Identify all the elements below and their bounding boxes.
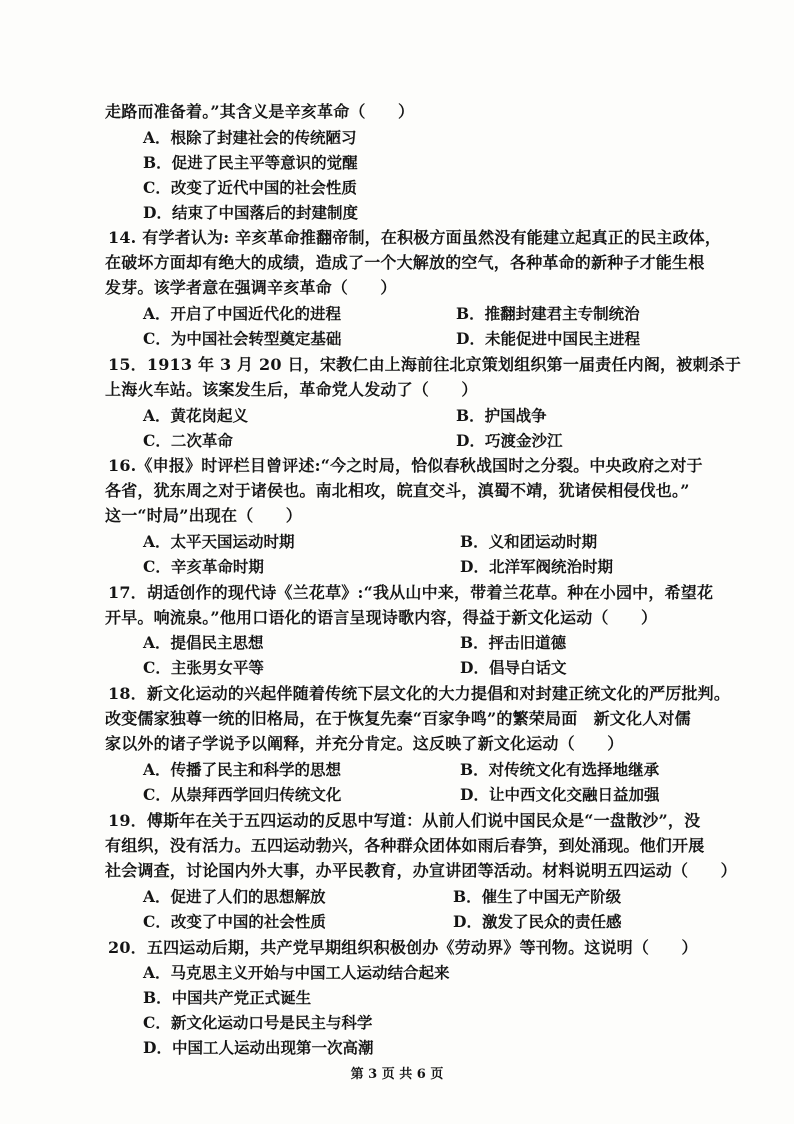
q17-line-2: 开早。响流泉。”他用口语化的语言呈现诗歌内容，得益于新文化运动（ ） — [105, 608, 658, 627]
q13-option-b[interactable]: B．促进了民主平等意识的觉醒 — [143, 153, 358, 172]
q20-option-b[interactable]: B．中国共产党正式诞生 — [143, 988, 312, 1007]
q19-line-1: 19．傅斯年在关于五四运动的反思中写道：从前人们说中国民众是“一盘散沙”，没 — [108, 811, 701, 830]
q13-option-c[interactable]: C．改变了近代中国的社会性质 — [143, 178, 357, 197]
q20-line-1: 20．五四运动后期，共产党早期组织积极创办《劳动界》等刊物。这说明（ ） — [108, 938, 698, 957]
q17-option-d[interactable]: D．倡导白话文 — [460, 658, 567, 677]
q19-line-2: 有组织，没有活力。五四运动勃兴，各种群众团体如雨后春笋，到处涌现。他们开展 — [105, 836, 705, 855]
q20-option-d[interactable]: D．中国工人运动出现第一次高潮 — [143, 1038, 374, 1057]
q16-line-2: 各省，犹东周之对于诸侯也。南北相攻，皖直交斗，滇蜀不靖，犹诸侯相侵伐也。” — [105, 481, 690, 500]
q20-option-a[interactable]: A．马克思主义开始与中国工人运动结合起来 — [143, 963, 450, 982]
q19-option-c[interactable]: C．改变了中国的社会性质 — [143, 912, 326, 931]
q16-option-a[interactable]: A．太平天国运动时期 — [143, 532, 295, 551]
q14-option-a[interactable]: A．开启了中国近代化的进程 — [143, 304, 342, 323]
q16-line-1: 16.《申报》时评栏目曾评述:“今之时局，恰似春秋战国时之分裂。中央政府之对于 — [108, 456, 703, 475]
q14-option-c[interactable]: C．为中国社会转型奠定基础 — [143, 329, 342, 348]
q16-option-c[interactable]: C．辛亥革命时期 — [143, 557, 264, 576]
q18-option-a[interactable]: A．传播了民主和科学的思想 — [143, 760, 342, 779]
q17-line-1: 17．胡适创作的现代诗《兰花草》:“我从山中来，带着兰花草。种在小园中，希望花 — [108, 583, 714, 602]
q16-option-b[interactable]: B．义和团运动时期 — [460, 532, 598, 551]
q17-option-c[interactable]: C．主张男女平等 — [143, 658, 264, 677]
q18-option-c[interactable]: C．从崇拜西学回归传统文化 — [143, 785, 342, 804]
q18-line-3: 家以外的诸子学说予以阐释，并充分肯定。这反映了新文化运动（ ） — [105, 734, 624, 753]
q19-option-d[interactable]: D．激发了民众的责任感 — [453, 912, 622, 931]
q15-line-2: 上海火车站。该案发生后，革命党人发动了（ ） — [105, 380, 478, 399]
page-footer: 第 3 页 共 6 页 — [350, 1067, 444, 1082]
q18-line-2: 改变儒家独尊一统的旧格局，在于恢复先秦“百家争鸣”的繁荣局面 新文化人对儒 — [105, 709, 691, 728]
q14-option-d[interactable]: D．未能促进中国民主进程 — [456, 329, 640, 348]
q14-line-2: 在破坏方面却有绝大的成绩，造成了一个大解放的空气，各种革命的新种子才能生根 — [105, 253, 705, 272]
q14-option-b[interactable]: B．推翻封建君主专制统治 — [456, 304, 640, 323]
q13-option-d[interactable]: D．结束了中国落后的封建制度 — [143, 203, 358, 222]
q19-option-a[interactable]: A．促进了人们的思想解放 — [143, 887, 326, 906]
q18-line-1: 18．新文化运动的兴起伴随着传统下层文化的大力提倡和对封建正统文化的严厉批判。 — [108, 684, 731, 703]
q17-option-b[interactable]: B．抨击旧道德 — [460, 633, 567, 652]
q14-line-3: 发芽。该学者意在强调辛亥革命（ ） — [105, 278, 397, 297]
q13-option-a[interactable]: A．根除了封建社会的传统陋习 — [143, 128, 357, 147]
q20-option-c[interactable]: C．新文化运动口号是民主与科学 — [143, 1013, 373, 1032]
q14-line-1: 14. 有学者认为: 辛亥革命推翻帝制，在积极方面虽然没有能建立起真正的民主政体， — [108, 228, 722, 247]
q15-option-d[interactable]: D．巧渡金沙江 — [456, 431, 563, 450]
q13-stem: 走路而准备着。”其含义是辛亥革命（ ） — [105, 102, 415, 121]
q15-line-1: 15．1913 年 3 月 20 日，宋教仁由上海前往北京策划组织第一届责任内阁，被刺杀于 — [108, 355, 742, 374]
q16-option-d[interactable]: D．北洋军阀统治时期 — [460, 557, 613, 576]
q19-option-b[interactable]: B．催生了中国无产阶级 — [453, 887, 622, 906]
q16-line-3: 这一“时局”出现在（ ） — [105, 506, 303, 525]
q18-option-d[interactable]: D．让中西文化交融日益加强 — [460, 785, 660, 804]
q15-option-c[interactable]: C．二次革命 — [143, 431, 233, 450]
q15-option-b[interactable]: B．护国战争 — [456, 406, 547, 425]
q19-line-3: 社会调查，讨论国内外大事，办平民教育，办宣讲团等活动。材料说明五四运动（ ） — [105, 861, 737, 880]
q15-option-a[interactable]: A．黄花岗起义 — [143, 406, 249, 425]
q17-option-a[interactable]: A．提倡民主思想 — [143, 633, 264, 652]
q18-option-b[interactable]: B．对传统文化有选择地继承 — [460, 760, 660, 779]
